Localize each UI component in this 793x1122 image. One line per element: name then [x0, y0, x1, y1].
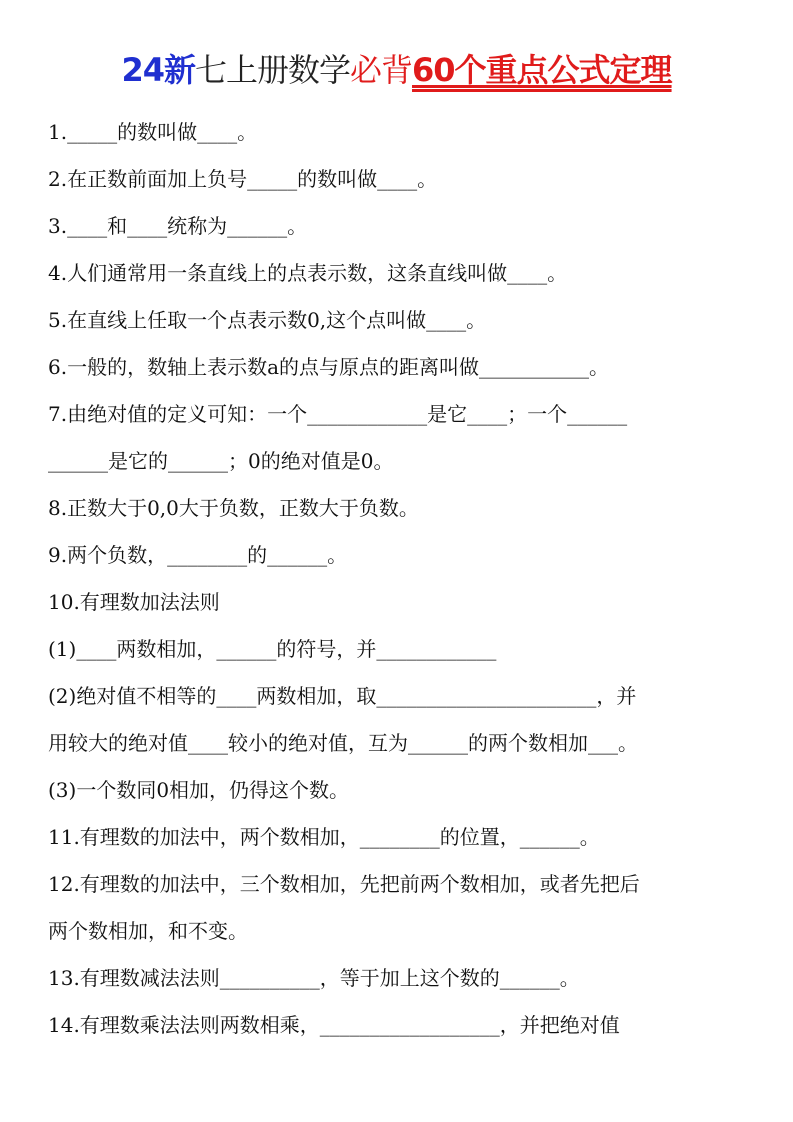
question-line-10: 10.有理数加法法则 [48, 590, 220, 614]
question-line-10-3: (3)一个数同0相加，仍得这个数。 [48, 778, 350, 802]
question-line-7: 7.由绝对值的定义可知：一个____________是它____；一个______ [48, 402, 628, 426]
question-line-1: 1._____的数叫做____。 [48, 120, 258, 144]
question-line-9: 9.两个负数，________的______。 [48, 543, 348, 567]
question-line-3: 3.____和____统称为______。 [48, 214, 308, 238]
title-part-year: 24新 [121, 51, 195, 89]
question-line-13: 13.有理数减法法则__________，等于加上这个数的______。 [48, 966, 580, 990]
question-line-10-1: (1)____两数相加，______的符号，并____________ [48, 637, 497, 661]
title-part-must: 必背 [350, 51, 413, 89]
question-line-10-2: (2)绝对值不相等的____两数相加，取______________________，并 [48, 684, 637, 708]
question-list [48, 115, 748, 1055]
question-line-5: 5.在直线上任取一个点表示数0,这个点叫做____。 [48, 308, 487, 332]
question-line-8: 8.正数大于0,0大于负数，正数大于负数。 [48, 496, 419, 520]
question-line-7-continued: ______是它的______；0的绝对值是0。 [48, 449, 394, 473]
question-line-10-2-continued: 用较大的绝对值____较小的绝对值，互为______的两个数相加___。 [48, 731, 638, 755]
title-part-formulas: 60个重点公式定理 [412, 51, 672, 89]
question-line-12: 12.有理数的加法中，三个数相加，先把前两个数相加，或者先把后 [48, 872, 640, 896]
question-line-2: 2.在正数前面加上负号_____的数叫做____。 [48, 167, 438, 191]
question-line-14: 14.有理数乘法法则两数相乘，__________________，并把绝对值 [48, 1013, 620, 1037]
question-line-6: 6.一般的，数轴上表示数a的点与原点的距离叫做___________。 [48, 355, 610, 379]
title-part-grade: 七上册数学 [194, 51, 350, 89]
question-line-4: 4.人们通常用一条直线上的点表示数，这条直线叫做____。 [48, 261, 568, 285]
question-line-12-continued: 两个数相加，和不变。 [48, 919, 248, 943]
page-title [0, 48, 793, 92]
question-line-11: 11.有理数的加法中，两个数相加，________的位置，______。 [48, 825, 600, 849]
